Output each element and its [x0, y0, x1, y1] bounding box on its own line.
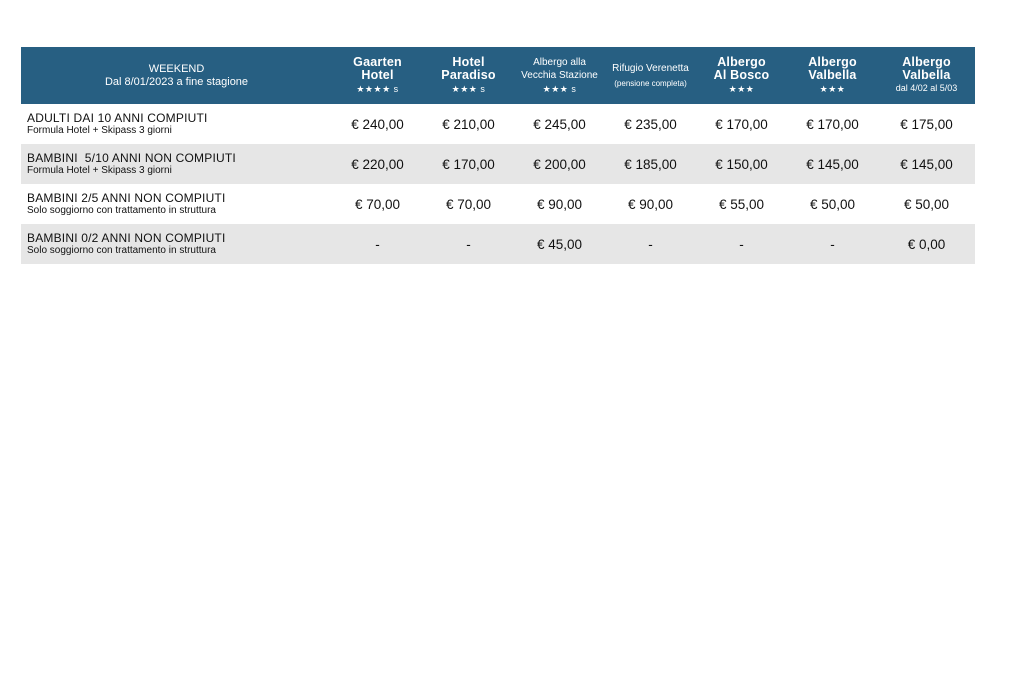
table-row	[21, 104, 975, 144]
price-cell: € 170,00	[715, 116, 768, 132]
hotel-header-paradiso	[423, 47, 514, 104]
hotel-date-range: dal 4/02 al 5/03	[895, 83, 958, 93]
row-sublabel: Solo soggiorno con trattamento in struttura	[27, 205, 216, 216]
table-row	[21, 224, 975, 264]
price-cell: -	[605, 224, 696, 264]
hotel-name-line1: Albergo	[808, 54, 857, 69]
row-label: BAMBINI 5/10 ANNI NON COMPIUTI	[27, 151, 236, 165]
row-label-cell	[21, 104, 332, 144]
price-cell: € 50,00	[903, 196, 950, 212]
hotel-name-line2: Valbella	[902, 68, 951, 82]
price-cell: € 90,00	[627, 196, 674, 212]
hotel-name-line1: Albergo	[902, 55, 951, 69]
price-table	[21, 47, 975, 264]
price-cell: € 70,00	[354, 196, 401, 212]
hotel-header-valbella	[787, 47, 878, 104]
hotel-name-line1: Albergo	[717, 54, 766, 69]
hotel-stars: ★★★ s	[542, 83, 577, 94]
table-row	[21, 184, 975, 224]
hotel-name-line2: Paradiso	[441, 67, 496, 82]
price-cell: -	[423, 224, 514, 264]
period-title: WEEKEND	[148, 62, 205, 75]
price-cell: € 210,00	[442, 116, 495, 132]
row-sublabel: Formula Hotel + Skipass 3 giorni	[27, 125, 172, 136]
hotel-name-line2: Vecchia Stazione	[521, 69, 598, 81]
price-cell: € 55,00	[718, 196, 765, 212]
hotel-header-gaarten	[332, 47, 423, 104]
row-sublabel: Formula Hotel + Skipass 3 giorni	[27, 165, 172, 176]
header-row	[21, 47, 975, 104]
price-cell: € 90,00	[536, 196, 583, 212]
row-sublabel: Solo soggiorno con trattamento in struttura	[27, 245, 216, 256]
price-cell: € 220,00	[332, 144, 423, 184]
price-cell: € 145,00	[878, 144, 975, 184]
price-cell: € 245,00	[533, 116, 586, 132]
price-cell: € 235,00	[624, 116, 677, 132]
hotel-header-verenetta	[605, 47, 696, 104]
price-cell: -	[787, 224, 878, 264]
price-cell: € 240,00	[351, 116, 404, 132]
hotel-stars: ★★★★ s	[356, 83, 399, 94]
table-row	[21, 144, 975, 184]
row-label-cell	[21, 224, 332, 264]
price-cell: € 170,00	[423, 144, 514, 184]
price-cell: € 175,00	[900, 116, 953, 132]
price-cell: -	[332, 224, 423, 264]
hotel-stars: ★★★	[728, 83, 755, 94]
price-cell: -	[696, 224, 787, 264]
row-label-cell	[21, 184, 332, 224]
price-cell: € 70,00	[445, 196, 492, 212]
hotel-name-line2: (pensione completa)	[614, 78, 687, 88]
hotel-header-al-bosco	[696, 47, 787, 104]
price-cell: € 50,00	[809, 196, 856, 212]
row-label: BAMBINI 0/2 ANNI NON COMPIUTI	[27, 231, 226, 245]
price-cell: € 200,00	[514, 144, 605, 184]
price-cell: € 145,00	[787, 144, 878, 184]
price-cell: € 170,00	[806, 116, 859, 132]
hotel-name-line1: Rifugio Verenetta	[612, 62, 689, 74]
hotel-name-line2: Hotel	[361, 67, 394, 82]
hotel-stars: ★★★	[819, 83, 846, 94]
row-label-cell	[21, 144, 332, 184]
hotel-name-line1: Hotel	[452, 54, 485, 69]
hotel-header-valbella-feb-mar	[878, 47, 975, 104]
price-cell: € 185,00	[605, 144, 696, 184]
price-cell: € 0,00	[878, 224, 975, 264]
hotel-stars: ★★★ s	[451, 83, 486, 94]
hotel-name-line1: Albergo alla	[533, 56, 586, 68]
price-cell: € 150,00	[696, 144, 787, 184]
hotel-name-line1: Gaarten	[353, 54, 402, 69]
row-label: ADULTI DAI 10 ANNI COMPIUTI	[27, 111, 208, 125]
hotel-header-vecchia-stazione	[514, 47, 605, 104]
price-cell: € 45,00	[514, 224, 605, 264]
row-label: BAMBINI 2/5 ANNI NON COMPIUTI	[27, 191, 226, 205]
hotel-name-line2: Al Bosco	[713, 67, 770, 82]
period-header	[21, 47, 332, 104]
hotel-name-line2: Valbella	[808, 67, 857, 82]
period-dates: Dal 8/01/2023 a fine stagione	[104, 75, 249, 88]
